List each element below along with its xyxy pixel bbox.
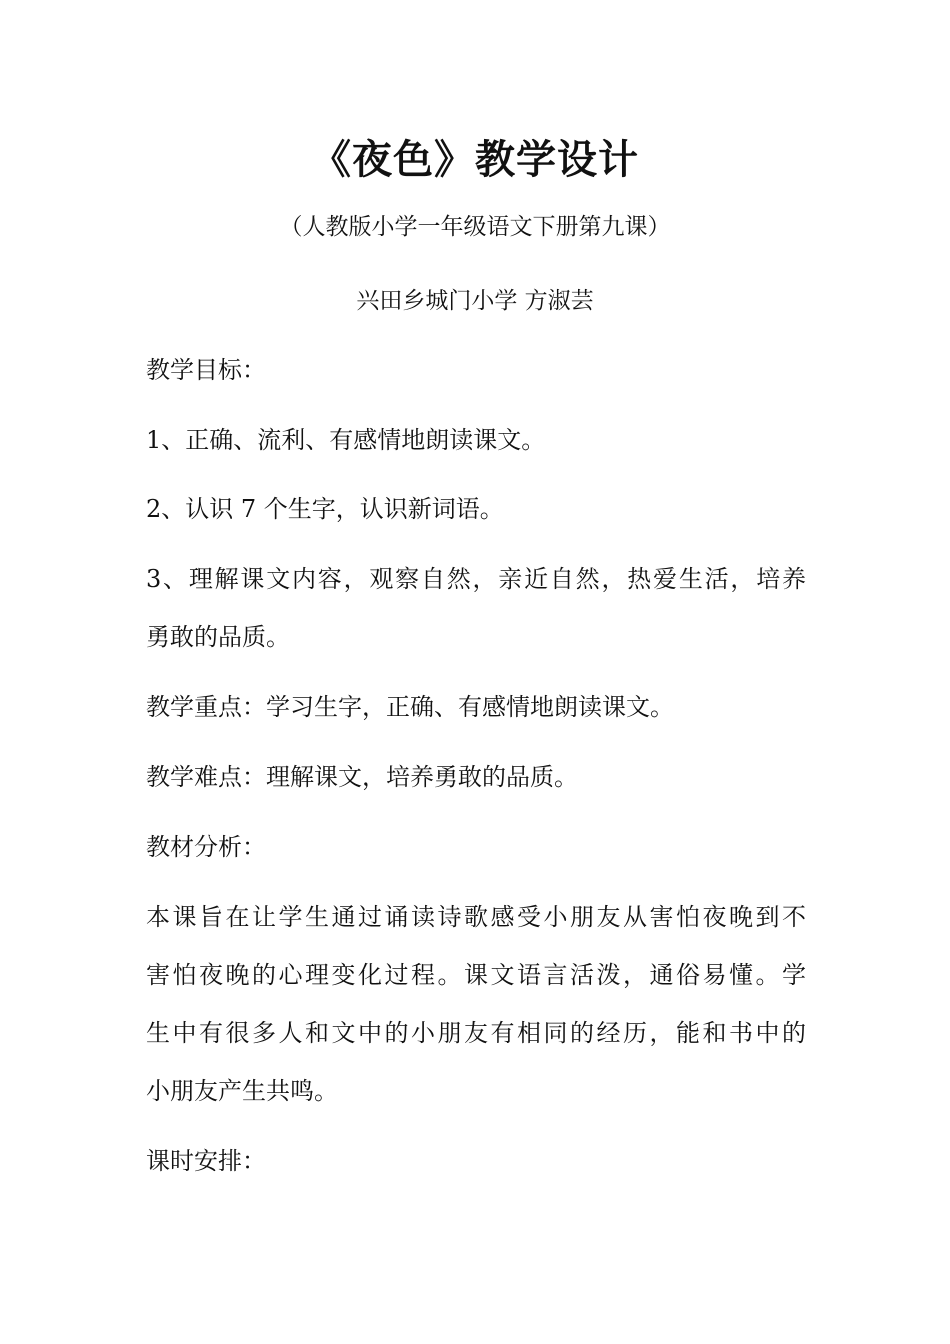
document-subtitle: （人教版小学一年级语文下册第九课） xyxy=(279,214,671,240)
document-title: 《夜色》教学设计 xyxy=(311,136,639,183)
objective-1: 1、正确、流利、有感情地朗读课文。 xyxy=(146,426,546,454)
objectives-heading: 教学目标： xyxy=(146,356,266,384)
document-author: 兴田乡城门小学 方淑芸 xyxy=(356,288,594,314)
analysis-line-2: 害怕夜晚的心理变化过程。课文语言活泼，通俗易懂。学 xyxy=(146,961,806,989)
analysis-line-1: 本课旨在让学生通过诵读诗歌感受小朋友从害怕夜晚到不 xyxy=(146,903,806,931)
objective-3-line-2: 勇敢的品质。 xyxy=(146,623,290,651)
objective-2: 2、认识 7 个生字，认识新词语。 xyxy=(146,495,504,523)
key-points: 教学重点：学习生字，正确、有感情地朗读课文。 xyxy=(146,693,674,721)
analysis-line-4: 小朋友产生共鸣。 xyxy=(146,1077,338,1105)
difficulties: 教学难点：理解课文，培养勇敢的品质。 xyxy=(146,763,578,791)
schedule-heading: 课时安排： xyxy=(146,1147,266,1175)
objective-3-line-1: 3、理解课文内容，观察自然，亲近自然，热爱生活，培养 xyxy=(146,565,806,593)
analysis-line-3: 生中有很多人和文中的小朋友有相同的经历，能和书中的 xyxy=(146,1019,806,1047)
analysis-heading: 教材分析： xyxy=(146,833,266,861)
